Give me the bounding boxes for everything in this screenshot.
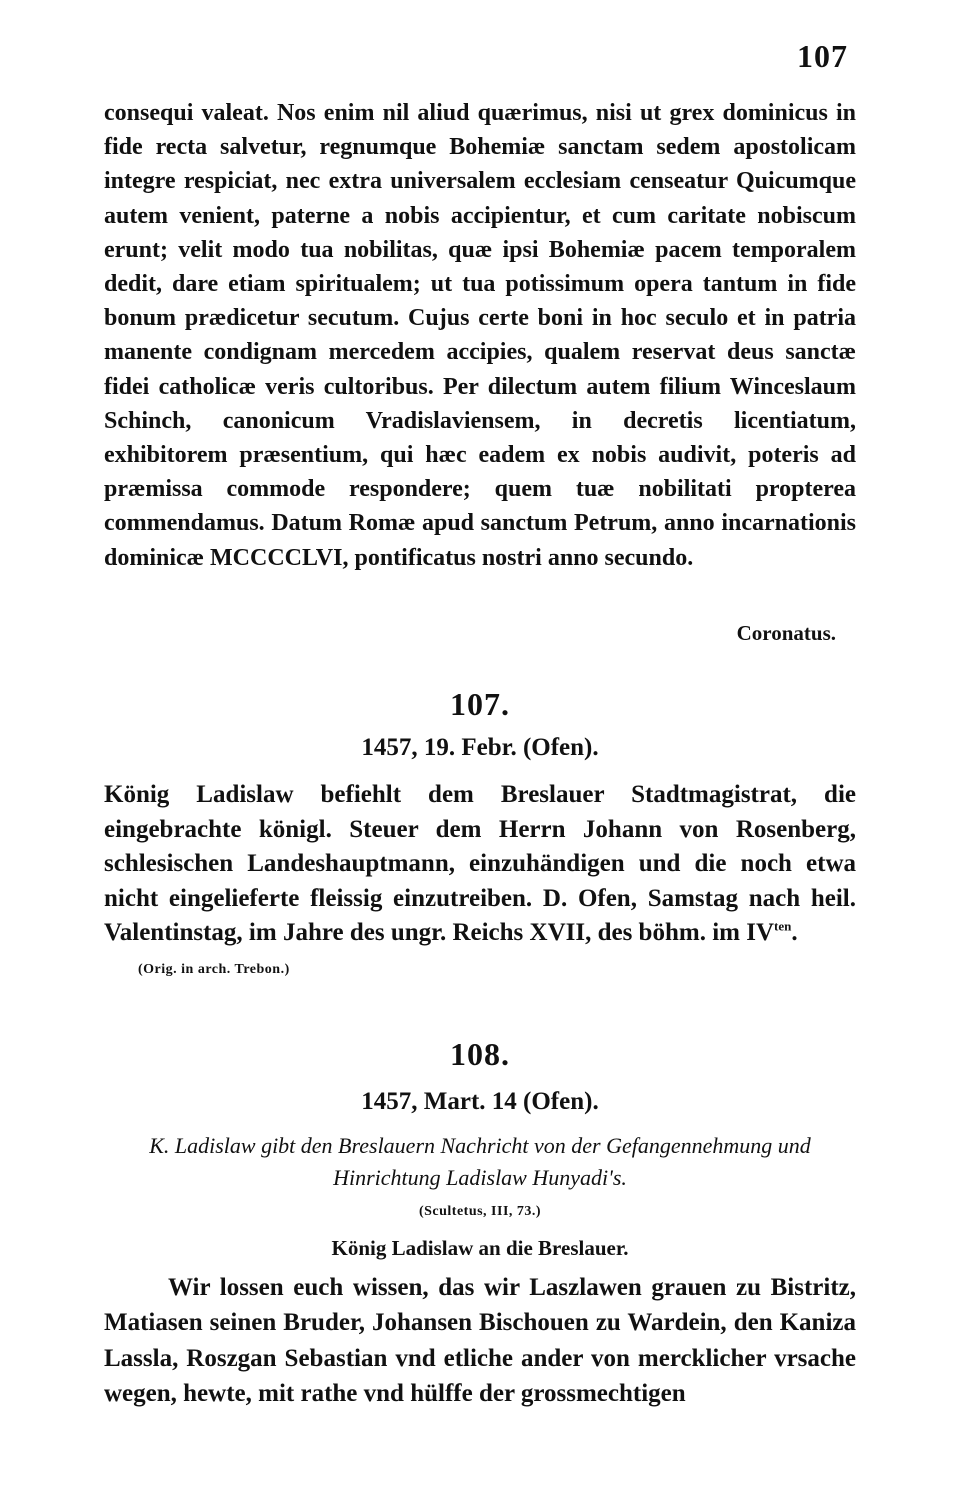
- document-text-107-superscript: ten: [774, 919, 792, 935]
- document-number-108: 108.: [450, 1036, 510, 1072]
- document-text-107-end: .: [791, 919, 798, 947]
- document-summary-108: K. Ladislaw gibt den Breslauern Nachricht von der Gefangennehmung und Hinrichtung Ladislaw Hunyadi's.: [149, 1133, 811, 1190]
- document-text-108: Wir lossen euch wissen, das wir Laszlawen grauen zu Bistritz, Matiasen seinen Bruder, Johansen Bischouen zu Wardein, den Kaniza Lassla, Roszgan Sebastian vnd etliche ander von mercklicher vrsache wegen, hewte, mit rathe vnd hülffe der grossmechtigen: [104, 1274, 856, 1408]
- page-number: 107: [797, 38, 848, 74]
- document-date-107: 1457, 19. Febr. (Ofen).: [361, 734, 599, 761]
- letter-106-continuation: consequi valeat. Nos enim nil aliud quærimus, nisi ut grex dominicus in fide recta salvetur, regnumque Bohemiæ sanctam sedem apostolicam integre respiciat, nec extra universalem ecclesiam censeatur Quicumque autem venient, paterne a nobis accipientur, et cum caritate nobiscum erunt; velit modo tua nobilitas, quæ ipsi Bohemiæ pacem temporalem dedit, dare etiam spiritualem; ut tua potissimum opera tantum in fide bonum prædicetur secutum. Cujus certe boni in hoc seculo et in patria manente condignam mercedem accipies, qualem reservat deus sanctæ fidei catholicæ veris cultoribus. Per dilectum autem filium Winceslaum Schinch, canonicum Vradislaviensem, in decretis licentiatum, exhibitorem præsentium, qui hæc eadem ex nobis audivit, poteris ad præmissa commode respondere; quem tuæ nobilitati propterea commendamus. Datum Romæ apud sanctum Petrum, anno incarnationis dominicæ MCCCCLVI, pontificatus nostri anno secundo.: [104, 100, 856, 571]
- document-text-107: [104, 778, 856, 951]
- letter-heading-108: König Ladislaw an die Breslauer.: [331, 1236, 629, 1260]
- source-note-107: (Orig. in arch. Trebon.): [138, 962, 290, 977]
- signature-coronatus: Coronatus.: [736, 621, 836, 645]
- document-number-107: 107.: [450, 686, 510, 722]
- document-date-108: 1457, Mart. 14 (Ofen).: [361, 1088, 599, 1115]
- document-text-107-main: König Ladislaw befiehlt dem Breslauer Stadtmagistrat, die eingebrachte königl. Steuer dem Herrn Johann von Rosenberg, schlesischen Landeshauptmann, einzuhändigen und die noch etwa nicht eingelieferte fleissig einzutreiben. D. Ofen, Samstag nach heil. Valentinstag, im Jahre des ungr. Reichs XVII, des böhm. im IV: [104, 781, 856, 947]
- source-note-108: (Scultetus, III, 73.): [418, 1204, 542, 1219]
